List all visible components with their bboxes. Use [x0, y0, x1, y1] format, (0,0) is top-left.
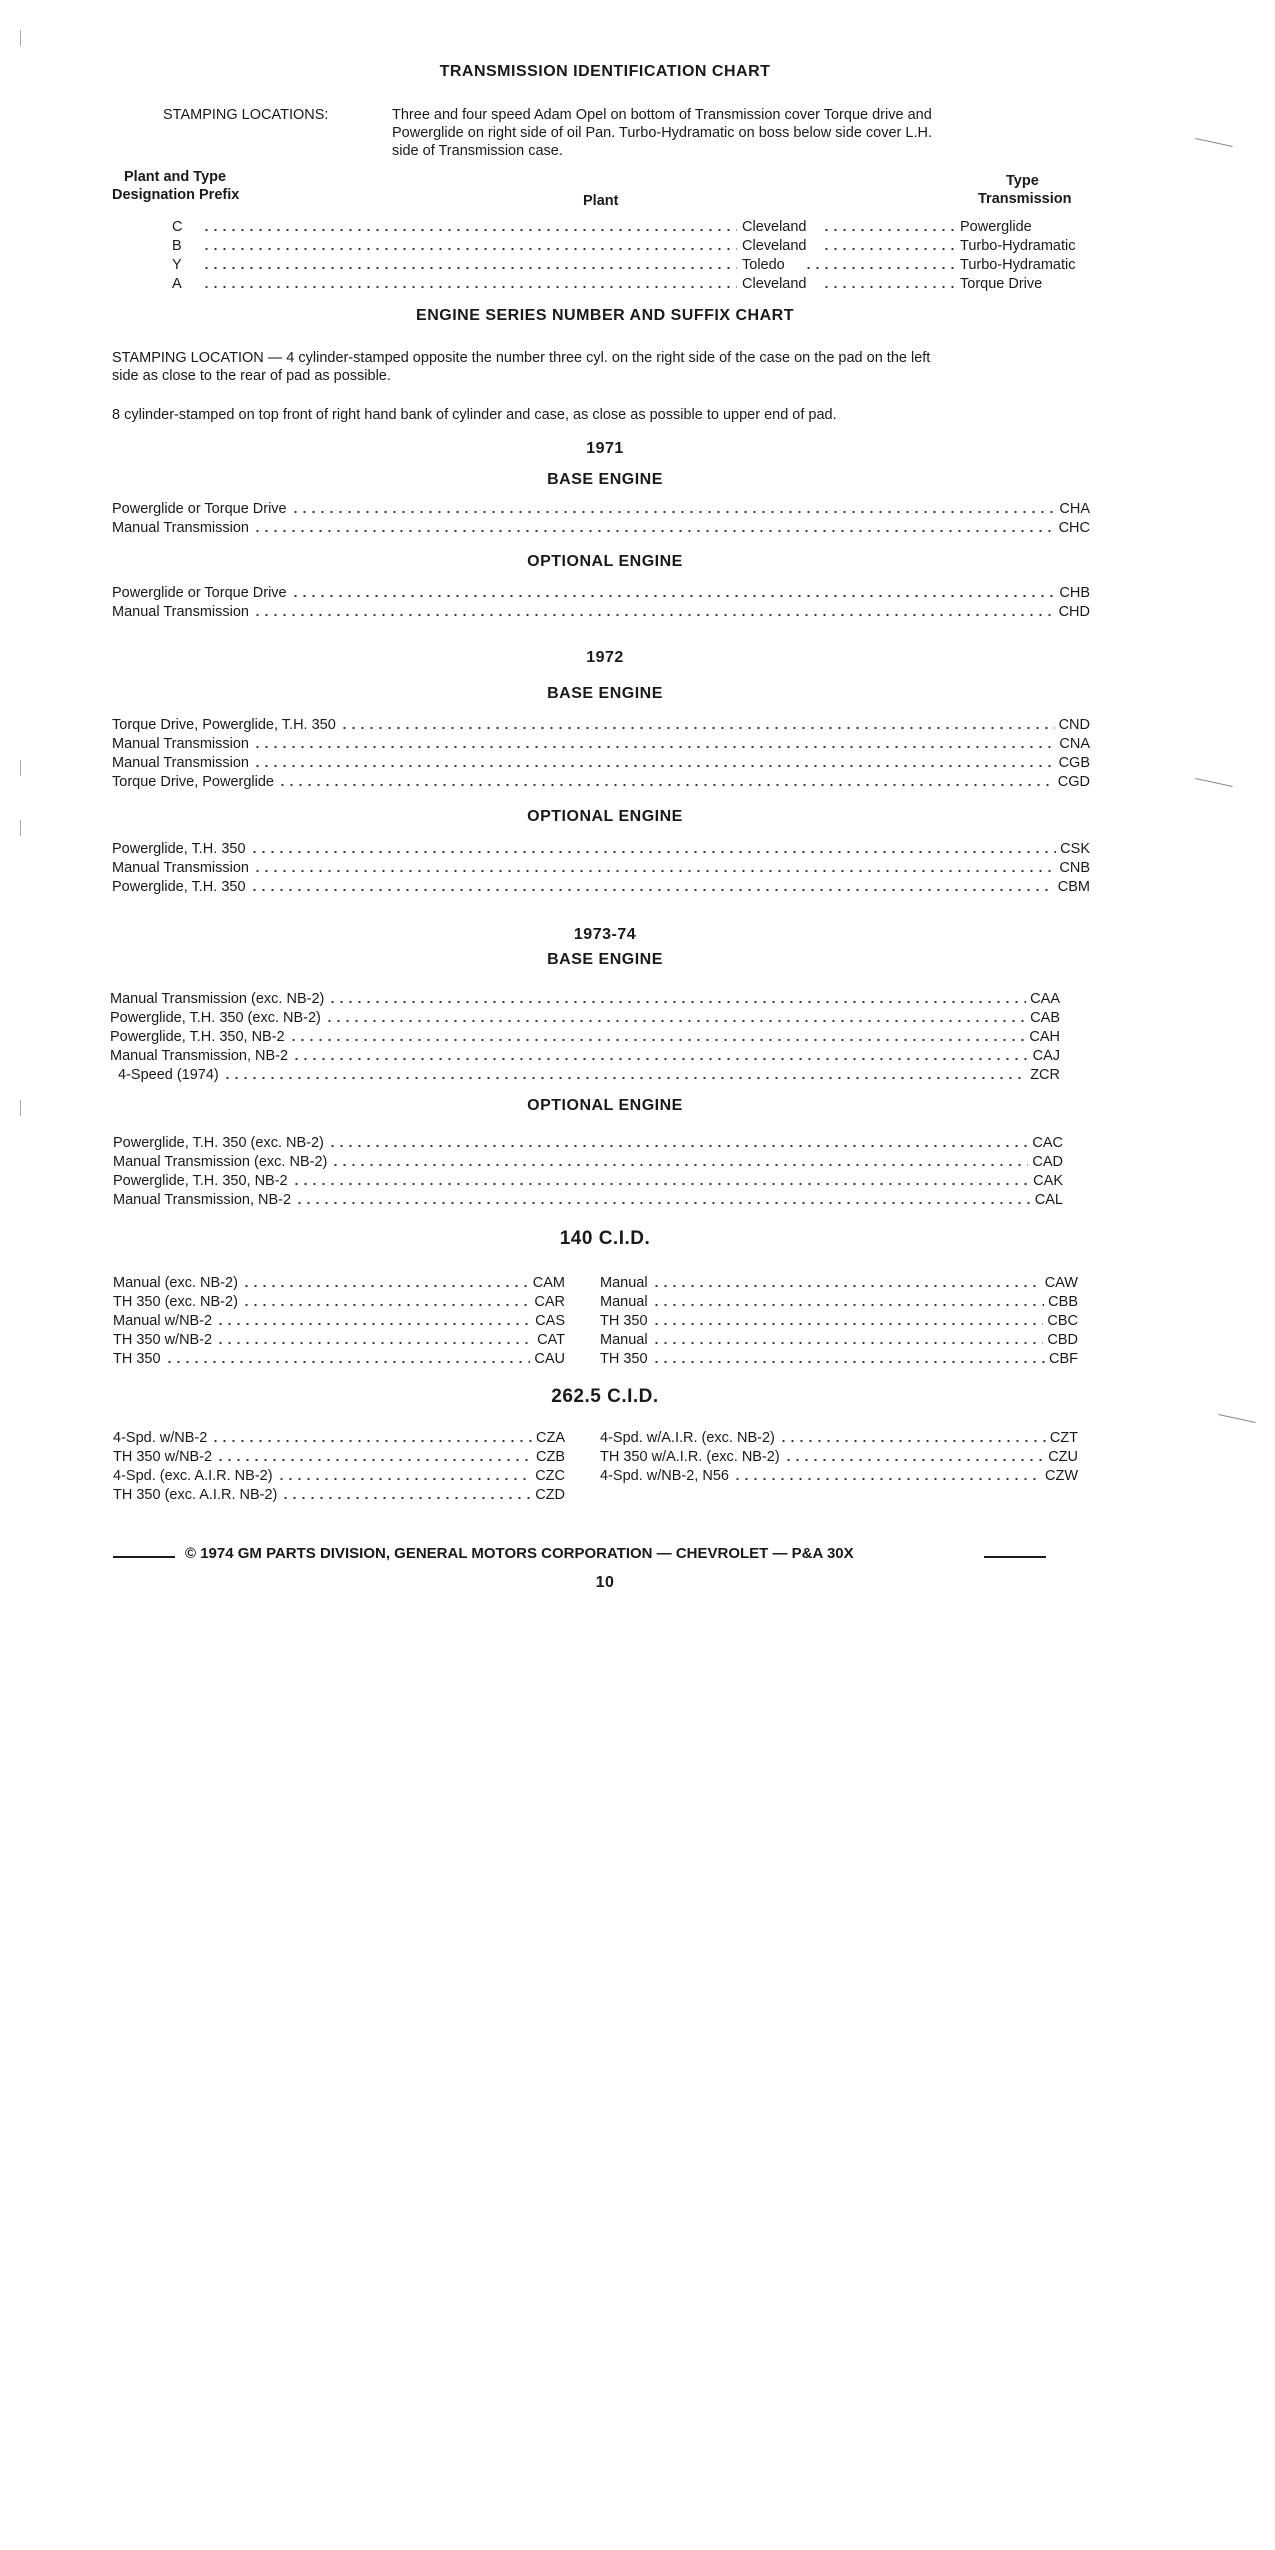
scan-margin-mark [1218, 1414, 1255, 1423]
dot-leader [291, 594, 1056, 598]
optional-engine-heading-1973-74: OPTIONAL ENGINE [527, 1097, 683, 1114]
page-number: 10 [595, 1574, 615, 1591]
column-plant-header: Plant [583, 193, 619, 209]
dot-leader [652, 1284, 1041, 1288]
engine-code-row [110, 1009, 1060, 1027]
engine-description: Powerglide or Torque Drive [112, 585, 287, 601]
dot-leader [202, 247, 737, 251]
dot-leader [652, 1303, 1045, 1307]
engine-suffix-code: CAK [1033, 1173, 1063, 1189]
engine-code-row [112, 754, 1090, 772]
dot-leader [340, 726, 1055, 730]
engine-suffix-code: ZCR [1030, 1067, 1060, 1083]
engine-code-row [110, 1047, 1060, 1065]
engine-code-row [112, 840, 1090, 858]
engine-code-row [113, 1172, 1063, 1190]
engine-code-row [113, 1429, 565, 1447]
dot-leader [202, 228, 737, 232]
engine-description: 4-Spd. w/NB-2 [113, 1430, 208, 1446]
dot-leader [253, 764, 1055, 768]
column-type-header-line-1: Type [1006, 173, 1039, 189]
footer-rule-right [984, 1556, 1046, 1558]
transmission-type: Turbo-Hydramatic [960, 238, 1076, 254]
engine-suffix-code: CBF [1049, 1351, 1078, 1367]
engine-code-row [600, 1293, 1078, 1311]
engine-code-row [112, 519, 1090, 537]
engine-suffix-code: CAU [534, 1351, 565, 1367]
stamping-8cyl-note: 8 cylinder-stamped on top front of right hand bank of cylinder and case, as close as possible to upper end of pad. [112, 407, 837, 423]
engine-description: TH 350 w/NB-2 [113, 1332, 213, 1348]
dot-leader [652, 1341, 1044, 1345]
transmission-type: Torque Drive [960, 276, 1043, 292]
engine-description: Powerglide or Torque Drive [112, 501, 287, 517]
engine-description: Powerglide, T.H. 350 [112, 841, 246, 857]
engine-description: Manual [600, 1332, 648, 1348]
dot-leader [277, 1477, 532, 1481]
engine-suffix-code: CHD [1058, 604, 1090, 620]
engine-code-row [113, 1467, 565, 1485]
engine-suffix-code: CHC [1058, 520, 1090, 536]
scan-edge-mark [20, 760, 21, 776]
engine-suffix-code: CHA [1059, 501, 1090, 517]
engine-suffix-code: CAT [537, 1332, 565, 1348]
engine-description: Manual Transmission (exc. NB-2) [110, 991, 325, 1007]
engine-suffix-code: CAC [1032, 1135, 1063, 1151]
engine-code-row [600, 1429, 1078, 1447]
transmission-row [172, 275, 1102, 293]
dot-leader [652, 1322, 1044, 1326]
dot-leader [291, 510, 1056, 514]
dot-leader [242, 1284, 529, 1288]
engine-description: TH 350 [113, 1351, 161, 1367]
plant-prefix: A [172, 276, 182, 292]
engine-suffix-code: CBM [1057, 879, 1090, 895]
engine-code-row [112, 584, 1090, 602]
engine-suffix-code: CAM [532, 1275, 565, 1291]
engine-suffix-code: CBB [1048, 1294, 1078, 1310]
year-heading-1973-74: 1973-74 [573, 926, 637, 943]
engine-description: Manual Transmission, NB-2 [113, 1192, 292, 1208]
engine-code-row [112, 859, 1090, 877]
engine-code-row [600, 1312, 1078, 1330]
transmission-chart-title: TRANSMISSION IDENTIFICATION CHART [439, 63, 771, 80]
engine-description: Torque Drive, Powerglide, T.H. 350 [112, 717, 336, 733]
dot-leader [165, 1360, 531, 1364]
engine-code-row [118, 1066, 1060, 1084]
engine-code-row [600, 1331, 1078, 1349]
engine-description: Manual [600, 1294, 648, 1310]
engine-suffix-code: CAL [1034, 1192, 1063, 1208]
engine-chart-title: ENGINE SERIES NUMBER AND SUFFIX CHART [416, 307, 794, 324]
base-engine-heading-1972: BASE ENGINE [547, 685, 663, 702]
engine-description: TH 350 (exc. A.I.R. NB-2) [113, 1487, 278, 1503]
engine-description: Manual (exc. NB-2) [113, 1275, 238, 1291]
engine-description: Powerglide, T.H. 350 [112, 879, 246, 895]
dot-leader [211, 1439, 532, 1443]
engine-description: Manual [600, 1275, 648, 1291]
engine-description: Powerglide, T.H. 350, NB-2 [110, 1029, 285, 1045]
base-engine-heading-1973-74: BASE ENGINE [547, 951, 663, 968]
engine-description: Powerglide, T.H. 350, NB-2 [113, 1173, 288, 1189]
dot-leader [202, 285, 737, 289]
engine-description: Torque Drive, Powerglide [112, 774, 274, 790]
engine-description: Manual Transmission [112, 860, 249, 876]
column-prefix-header-line-1: Plant and Type [124, 169, 227, 185]
engine-code-row [112, 603, 1090, 621]
engine-code-row [113, 1153, 1063, 1171]
engine-suffix-code: CND [1058, 717, 1090, 733]
engine-suffix-code: CHB [1059, 585, 1090, 601]
engine-description: TH 350 w/NB-2 [113, 1449, 213, 1465]
dot-leader [216, 1458, 532, 1462]
engine-suffix-code: CZC [535, 1468, 565, 1484]
engine-suffix-code: CZW [1044, 1468, 1078, 1484]
engine-suffix-code: CZA [536, 1430, 565, 1446]
dot-leader [822, 228, 954, 232]
engine-suffix-code: CBD [1047, 1332, 1078, 1348]
dot-leader [331, 1163, 1028, 1167]
dot-leader [295, 1201, 1031, 1205]
engine-description: Manual Transmission, NB-2 [110, 1048, 289, 1064]
engine-code-row [113, 1312, 565, 1330]
engine-description: 4-Spd. (exc. A.I.R. NB-2) [113, 1468, 273, 1484]
optional-engine-heading-1972: OPTIONAL ENGINE [527, 808, 683, 825]
plant-prefix: C [172, 219, 183, 235]
engine-code-row [600, 1350, 1078, 1368]
engine-description: TH 350 (exc. NB-2) [113, 1294, 238, 1310]
dot-leader [202, 266, 737, 270]
dot-leader [292, 1057, 1029, 1061]
engine-suffix-code: CGB [1058, 755, 1090, 771]
stamping-text-line-1: Three and four speed Adam Opel on bottom of Transmission cover Torque drive and [392, 107, 932, 123]
dot-leader [328, 1000, 1026, 1004]
engine-description: Powerglide, T.H. 350 (exc. NB-2) [110, 1010, 321, 1026]
dot-leader [822, 285, 954, 289]
engine-description: Manual Transmission [112, 755, 249, 771]
year-heading-1971: 1971 [586, 440, 624, 457]
engine-code-row [113, 1274, 565, 1292]
transmission-row [172, 218, 1102, 236]
engine-description: Manual Transmission [112, 520, 249, 536]
engine-code-row [600, 1274, 1078, 1292]
engine-suffix-code: CAJ [1032, 1048, 1060, 1064]
transmission-type: Turbo-Hydramatic [960, 257, 1076, 273]
engine-description: 4-Speed (1974) [118, 1067, 219, 1083]
transmission-row [172, 237, 1102, 255]
dot-leader [328, 1144, 1029, 1148]
engine-suffix-code: CBC [1047, 1313, 1078, 1329]
engine-description: TH 350 w/A.I.R. (exc. NB-2) [600, 1449, 780, 1465]
plant-name: Toledo [742, 257, 785, 273]
engine-code-row [113, 1331, 565, 1349]
engine-description: 4-Spd. w/NB-2, N56 [600, 1468, 729, 1484]
engine-description: TH 350 [600, 1351, 648, 1367]
dot-leader [784, 1458, 1045, 1462]
dot-leader [292, 1182, 1030, 1186]
stamping-4cyl-line-1: STAMPING LOCATION — 4 cylinder-stamped opposite the number three cyl. on the right side of the case on the pad on the left [112, 350, 931, 366]
engine-code-row [113, 1350, 565, 1368]
engine-description: Manual Transmission [112, 604, 249, 620]
engine-suffix-code: CAW [1044, 1275, 1078, 1291]
dot-leader [253, 745, 1055, 749]
dot-leader [733, 1477, 1041, 1481]
plant-prefix: B [172, 238, 182, 254]
engine-code-row [113, 1191, 1063, 1209]
stamping-locations-label: STAMPING LOCATIONS: [163, 107, 329, 123]
cid-140-heading: 140 C.I.D. [559, 1228, 651, 1249]
engine-suffix-code: CSK [1060, 841, 1090, 857]
engine-code-row [112, 878, 1090, 896]
dot-leader [216, 1341, 533, 1345]
engine-code-row [112, 716, 1090, 734]
plant-prefix: Y [172, 257, 182, 273]
engine-suffix-code: CZB [536, 1449, 565, 1465]
engine-code-row [600, 1448, 1078, 1466]
engine-code-row [112, 735, 1090, 753]
engine-code-row [113, 1486, 565, 1504]
dot-leader [216, 1322, 531, 1326]
engine-code-row [112, 773, 1090, 791]
plant-name: Cleveland [742, 238, 807, 254]
engine-code-row [110, 990, 1060, 1008]
dot-leader [242, 1303, 530, 1307]
dot-leader [250, 850, 1057, 854]
engine-description: Manual Transmission [112, 736, 249, 752]
scan-margin-mark [1195, 778, 1232, 787]
footer-copyright: © 1974 GM PARTS DIVISION, GENERAL MOTORS CORPORATION — CHEVROLET — P&A 30X [185, 1545, 854, 1562]
engine-suffix-code: CAD [1032, 1154, 1063, 1170]
stamping-4cyl-line-2: side as close to the rear of pad as possible. [112, 368, 391, 384]
dot-leader [253, 613, 1055, 617]
dot-leader [652, 1360, 1045, 1364]
engine-code-row [113, 1448, 565, 1466]
engine-description: TH 350 [600, 1313, 648, 1329]
dot-leader [281, 1496, 531, 1500]
column-type-header-line-2: Transmission [978, 191, 1072, 207]
dot-leader [278, 783, 1054, 787]
dot-leader [804, 266, 954, 270]
engine-suffix-code: CAH [1029, 1029, 1060, 1045]
engine-description: Powerglide, T.H. 350 (exc. NB-2) [113, 1135, 324, 1151]
engine-description: Manual w/NB-2 [113, 1313, 213, 1329]
engine-suffix-code: CAS [535, 1313, 565, 1329]
engine-suffix-code: CZT [1049, 1430, 1078, 1446]
dot-leader [325, 1019, 1026, 1023]
engine-suffix-code: CZU [1048, 1449, 1078, 1465]
dot-leader [223, 1076, 1026, 1080]
engine-description: 4-Spd. w/A.I.R. (exc. NB-2) [600, 1430, 775, 1446]
dot-leader [779, 1439, 1046, 1443]
dot-leader [250, 888, 1054, 892]
plant-name: Cleveland [742, 219, 807, 235]
transmission-row [172, 256, 1102, 274]
dot-leader [253, 529, 1055, 533]
base-engine-heading-1971: BASE ENGINE [547, 471, 663, 488]
scan-margin-mark [1195, 138, 1232, 147]
stamping-text-line-3: side of Transmission case. [392, 143, 563, 159]
dot-leader [289, 1038, 1026, 1042]
optional-engine-heading-1971: OPTIONAL ENGINE [527, 553, 683, 570]
column-prefix-header-line-2: Designation Prefix [112, 187, 240, 203]
engine-suffix-code: CAR [534, 1294, 565, 1310]
engine-code-row [600, 1467, 1078, 1485]
engine-description: Manual Transmission (exc. NB-2) [113, 1154, 328, 1170]
dot-leader [822, 247, 954, 251]
engine-suffix-code: CGD [1057, 774, 1090, 790]
engine-code-row [113, 1293, 565, 1311]
engine-suffix-code: CNB [1059, 860, 1090, 876]
scan-edge-mark [20, 30, 21, 46]
transmission-type: Powerglide [960, 219, 1032, 235]
plant-name: Cleveland [742, 276, 807, 292]
stamping-text-line-2: Powerglide on right side of oil Pan. Turbo-Hydramatic on boss below side cover L.H. [392, 125, 932, 141]
engine-code-row [113, 1134, 1063, 1152]
engine-suffix-code: CAB [1030, 1010, 1060, 1026]
engine-suffix-code: CZD [535, 1487, 565, 1503]
footer-rule-left [113, 1556, 175, 1558]
engine-code-row [112, 500, 1090, 518]
dot-leader [253, 869, 1055, 873]
year-heading-1972: 1972 [586, 649, 624, 666]
engine-suffix-code: CNA [1059, 736, 1090, 752]
cid-262-5-heading: 262.5 C.I.D. [551, 1386, 659, 1407]
engine-code-row [110, 1028, 1060, 1046]
engine-suffix-code: CAA [1030, 991, 1060, 1007]
